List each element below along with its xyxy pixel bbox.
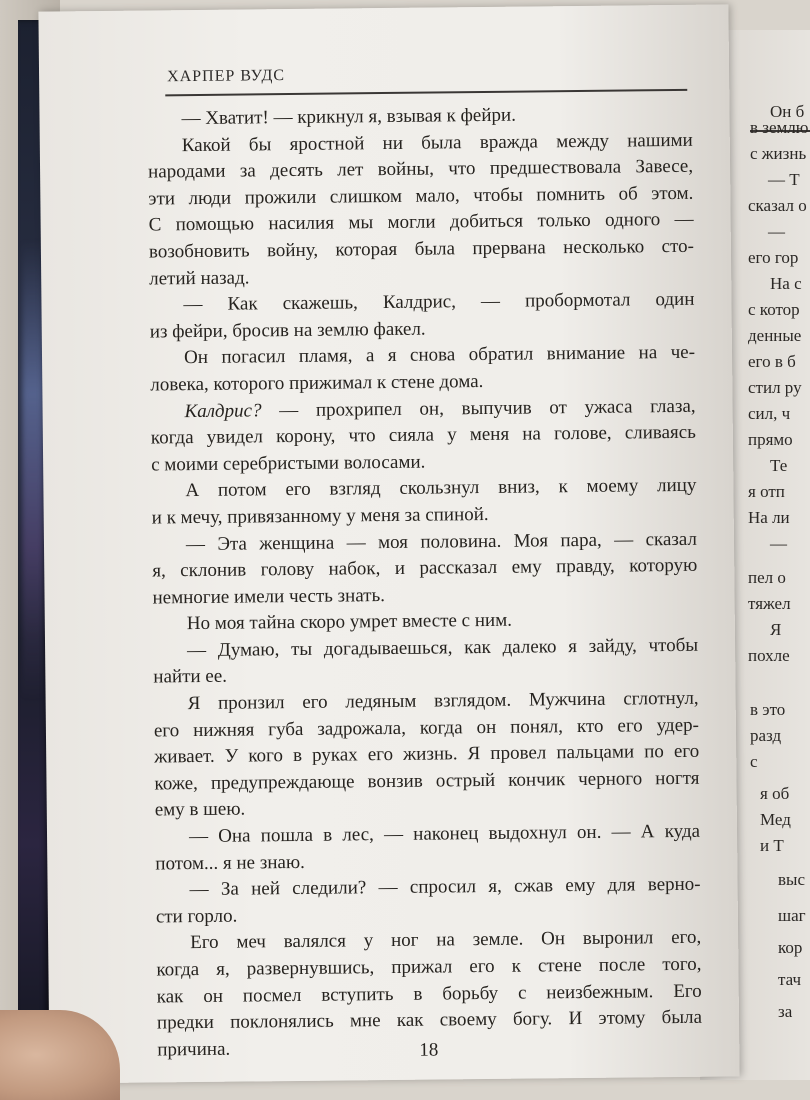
text-line: — Эта женщина — моя половина. Моя пара, — сказал	[185, 528, 698, 555]
text-line: Он погасил пламя, а я снова обратил внимание на че-	[183, 342, 696, 369]
text-line: возобновить войну, которая была прервана несколько сто-	[148, 235, 695, 263]
facing-text-fragment: —	[770, 534, 787, 553]
text-line: — Думаю, ты догадываешься, как далеко я зайду, чтобы	[186, 634, 699, 661]
text-line: Его меч валялся у ног на земле. Он выронил его,	[190, 927, 702, 954]
text-line: коже, предупреждающе вонзив острый кончик черного ногтя	[154, 767, 700, 795]
facing-text-fragment: Мед	[760, 810, 791, 829]
text-line: Я пронзил его ледяным взглядом. Мужчина сглотнул,	[187, 687, 699, 715]
facing-text-fragment: стил ру	[748, 378, 802, 397]
facing-text-fragment: и Т	[760, 836, 784, 855]
facing-text-fragment: Те	[770, 456, 788, 475]
text-line: Какой бы яростной ни была вражда между нашими	[181, 129, 693, 156]
facing-text-fragment: На ли	[748, 508, 790, 527]
text-line: Но моя тайна скоро умрет вместе с ним.	[186, 609, 513, 635]
text-line: — За ней следили? — спросил я, сжав ему для верно-	[189, 873, 701, 901]
text-line: с моими серебристыми волосами.	[151, 451, 426, 476]
facing-text-fragment: шаг	[778, 906, 806, 925]
text-line: и к мечу, привязанному у меня за спиной.	[151, 503, 489, 529]
text-line: С помощью насилия мы могли добиться только одного —	[148, 209, 694, 236]
facing-text-fragment: — Т	[768, 170, 800, 189]
facing-text-fragment: похле	[748, 646, 790, 665]
text-line: из фейри, бросив на землю факел.	[149, 318, 426, 343]
facing-text-fragment: его в б	[748, 352, 796, 371]
facing-text-fragment: Я	[770, 620, 782, 639]
facing-text-fragment: с котор	[748, 300, 800, 319]
text-line: как он посмел вступить в борьбу с неизбежным. Его	[156, 980, 702, 1008]
facing-text-fragment: разд	[750, 726, 782, 745]
facing-text-fragment: я отп	[748, 482, 785, 501]
facing-text-fragment: я об	[760, 784, 790, 803]
facing-text-fragment: —	[768, 222, 785, 241]
header-rule	[165, 89, 687, 96]
text-line: — Хватит! — крикнул я, взывая к фейри.	[181, 104, 517, 130]
running-head: ХАРПЕР ВУДС	[167, 67, 286, 86]
facing-text-fragment: сказал о	[748, 196, 807, 215]
text-line: — Она пошла в лес, — наконец выдохнул он. — А куда	[188, 820, 701, 848]
facing-text-fragment: в землю	[750, 118, 809, 137]
text-line: когда я, развернувшись, прижал его к стене после того,	[156, 953, 702, 981]
text-line: причина.	[157, 1038, 231, 1061]
facing-text-fragment: тач	[778, 970, 802, 989]
facing-text-fragment: сил, ч	[748, 404, 791, 423]
text-line: его нижняя губа задрожала, когда он понял, кто его удер-	[153, 714, 700, 742]
facing-text-fragment: за	[778, 1002, 793, 1021]
facing-text-fragment: Он б	[770, 102, 805, 121]
facing-text-fragment: его гор	[748, 248, 799, 267]
facing-text-fragment: прямо	[748, 430, 793, 449]
text-line: летий назад.	[149, 267, 250, 290]
book-page	[38, 4, 739, 1083]
facing-text-fragment: пел о	[748, 568, 786, 587]
body-text	[147, 101, 702, 1064]
text-line: А потом его взгляд скользнул вниз, к моему лицу	[185, 475, 697, 502]
text-line: найти ее.	[153, 666, 228, 688]
text-line: ловека, которого прижимал к стене дома.	[150, 370, 484, 396]
facing-text-fragment: тяжел	[748, 594, 791, 613]
italic-name: Калдрис?	[184, 399, 262, 422]
facing-text-fragment: выс	[778, 870, 805, 889]
text-line: эти люди прожили слишком мало, чтобы помнить об этом.	[148, 182, 694, 210]
facing-text-fragment: в это	[750, 700, 786, 719]
text-line: потом... я не знаю.	[155, 851, 305, 875]
facing-text-fragment: с жизнь	[750, 144, 807, 163]
facing-text-fragment: денные	[748, 326, 802, 345]
text-line: предки поклонялись мне как своему богу. И этому была	[156, 1006, 703, 1034]
text-line: ему в шею.	[154, 798, 246, 821]
text-line-rest: — прохрипел он, выпучив от ужаса глаза,	[279, 395, 696, 421]
facing-text-fragment: На с	[770, 274, 802, 293]
facing-text-fragment: кор	[778, 938, 803, 957]
text-line: когда увидел корону, что сияла у меня на голове, сливаясь	[150, 421, 696, 449]
text-line: живает. У кого в руках его жизнь. Я провел пальцами по его	[154, 741, 700, 768]
text-line: — Как скажешь, Калдрис, — пробормотал один	[183, 288, 695, 316]
text-line: немногие имели честь знать.	[152, 584, 386, 609]
text-line: сти горло.	[155, 905, 238, 928]
text-line: я, склонив голову набок, и рассказал ему правду, которую	[152, 554, 698, 582]
page-number: 18	[419, 1039, 439, 1061]
text-line: народами за десять лет войны, что предшествовала Завесе,	[147, 155, 694, 183]
facing-text-fragment: с	[750, 752, 758, 771]
